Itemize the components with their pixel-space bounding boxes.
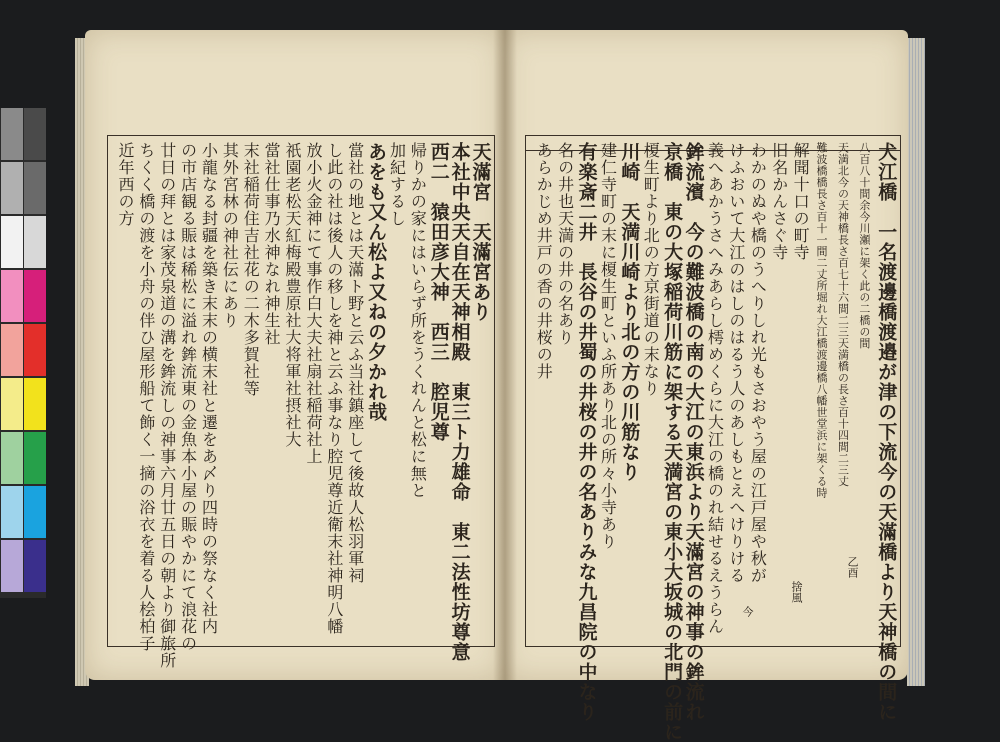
color-patch <box>1 162 23 214</box>
marginal-label: 今 <box>741 606 754 617</box>
color-checker <box>0 108 46 598</box>
text-column: あをも又ん松よ又ねの夕かれ哉 <box>365 142 388 422</box>
color-patch <box>1 216 23 268</box>
color-patch <box>24 432 46 484</box>
text-column: 川崎 天満川崎より北の方の川筋なり <box>618 142 641 482</box>
text-column: 祇園老松天紅梅殿豊原社大将軍社摂社大 <box>283 142 303 448</box>
color-patch <box>24 108 46 160</box>
color-patch <box>24 486 46 538</box>
text-column: 解聞十口の町寺 <box>791 142 811 261</box>
color-patch <box>1 108 23 160</box>
text-column: の市店観る賑は稀松に溢れ鉾流東の金魚本小屋の賑やかにて浪花の <box>178 142 198 652</box>
text-column: 鉾流濱 今の難波橋の南の大江の東浜より天滿宮の神事の鉾流れ <box>682 142 705 722</box>
text-column: 犬江橋 一名渡邊橋渡邉が津の下流今の天滿橋より天神橋の間に <box>875 142 898 722</box>
text-column: 小龍なる封疆を築き末末の横末社と遷をあ〆り四時の祭なく社内 <box>199 142 219 635</box>
text-column: 放小火金神にて事作白大夫社扇社稲荷社上 <box>303 142 323 465</box>
left-page <box>85 30 503 680</box>
text-column: 近年西の方 <box>115 142 135 227</box>
text-column: し此の社は後人の移しを神と云ふ事なり腔児尊近衛末社神明八幡 <box>324 142 344 635</box>
text-column: あらかじめ井戸の香の井桜の井 <box>534 142 554 380</box>
text-column: 榎生町より北の方京街道の末なり <box>641 142 661 397</box>
text-column: 末社稲荷住吉社花の二木多賀社等 <box>241 142 261 397</box>
color-patch <box>24 540 46 592</box>
text-column: 建仁寺町の末に榎生町といふ所あり北の所々小寺あり <box>598 142 618 550</box>
text-column: 當社仕事乃水神なれ神生社 <box>262 142 282 346</box>
color-patch <box>1 378 23 430</box>
text-column: 加紀するし <box>387 142 407 227</box>
color-patch <box>1 432 23 484</box>
book-edge-right <box>907 38 925 686</box>
color-patch <box>1 540 23 592</box>
text-column: 京橋 東の大塚稲荷川筋に架する天満宮の東小大坂城の北門の前に <box>661 142 684 742</box>
right-page-frame <box>525 135 901 742</box>
text-column: わかのぬや橋のうへりしれ光もさおやう屋の江戸屋や秋が <box>748 142 768 584</box>
text-column: 天満北今の天神橋長さ百七十六間二三天満橋の長さ百十四間二三丈 <box>836 142 850 487</box>
text-column: 帰りかの家にはいらず所をうくれんと松に無と <box>408 142 428 499</box>
left-page-frame <box>107 135 495 669</box>
color-patch <box>24 270 46 322</box>
color-patch <box>24 378 46 430</box>
marginal-label: 乙酉 <box>846 556 859 578</box>
right-page <box>503 30 908 742</box>
color-patch <box>1 270 23 322</box>
text-column: 有楽斎二井 長谷の井蜀の井桜の井の名ありみな九昌院の中なり <box>575 142 598 722</box>
text-column: 難波橋橋長さ百十一間二丈所堀れ大江橋渡邊橋八幡世堂浜に架くる時 <box>815 142 829 499</box>
marginal-label: 捨風 <box>790 581 803 603</box>
text-column: 八百八十間余今川瀬に架く此の二橋の間 <box>857 142 871 349</box>
open-book <box>75 30 925 742</box>
text-column: 西二 猿田彦大神 西三 腔児尊 <box>427 142 450 442</box>
text-column: ちくく橋の渡を小舟の伴ひ屋形船て飾く一摘の浴衣を着る人桧柏子 <box>136 142 156 652</box>
color-patch <box>1 486 23 538</box>
text-column: 廿日の拜とは家茂泉道の溝を鉾流しの神事六月廿五日の朝より御旅所 <box>157 142 177 669</box>
text-column: 本社中央天自在天神相殿 東三ト力雄命 東二法性坊尊意 <box>448 142 471 662</box>
text-column: 旧名かんさぐ寺 <box>769 142 789 261</box>
color-patch <box>24 324 46 376</box>
color-patch <box>24 162 46 214</box>
book-gutter <box>493 30 517 680</box>
text-column: 名の井也天満の井の名あり <box>555 142 575 346</box>
text-column: 其外宮林の神社伝にあり <box>220 142 240 329</box>
text-column: 天滿宮 天滿宮あり <box>469 142 492 322</box>
text-column: けふおいて大江のはしのはるう人のあしもとえへけりける <box>726 142 746 584</box>
color-patch <box>24 216 46 268</box>
text-column: 當社の地とは天滿ト野と云ふ当社鎮座して後故人松羽軍祠 <box>345 142 365 584</box>
text-column: 義へあかうさへみあらし樗めくらに大江の橋のれ結せるえうらん <box>705 142 725 635</box>
color-patch <box>1 324 23 376</box>
